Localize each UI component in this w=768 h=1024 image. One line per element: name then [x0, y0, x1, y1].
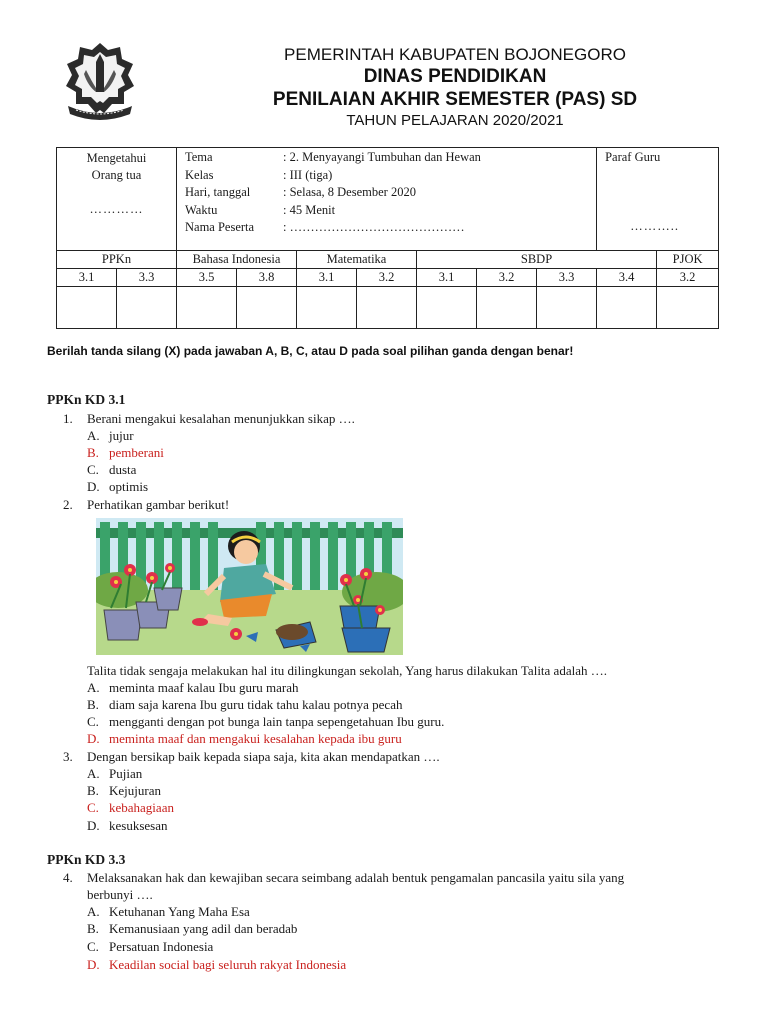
score-row	[57, 286, 719, 328]
score-cell[interactable]	[117, 286, 177, 328]
kd-cell: 3.3	[537, 268, 597, 286]
option-letter: D.	[87, 818, 100, 833]
question-2-case-text: Talita tidak sengaja melakukan hal itu dilingkungan sekolah, Yang harus dilakukan Talita adalah ….	[87, 663, 607, 678]
header-exam-title: PENILAIAN AKHIR SEMESTER (PAS) SD	[272, 89, 638, 110]
header-agency: DINAS PENDIDIKAN	[363, 66, 547, 87]
bojonegoro-seal-icon	[62, 40, 138, 122]
score-cell[interactable]	[57, 286, 117, 328]
instruction-text: Berilah tanda silang (X) pada jawaban A, B, C, atau D pada soal pilihan ganda dengan benar!	[47, 344, 574, 358]
meta-key: Tema	[185, 150, 213, 164]
parent-sign-dots: …………	[89, 202, 144, 216]
kd-cell: 3.5	[177, 268, 237, 286]
kd-cell: 3.4	[597, 268, 657, 286]
option-text: Keadilan social bagi seluruh rakyat Indonesia	[109, 957, 347, 972]
option-letter: A.	[87, 428, 100, 443]
meta-row-kelas	[185, 167, 596, 185]
meta-row-tema	[185, 149, 596, 167]
option-letter: B.	[87, 921, 99, 936]
question-text: Berani mengakui kesalahan menunjukkan sikap ….	[87, 411, 355, 426]
parent-sign-cell	[57, 148, 177, 251]
score-cell[interactable]	[237, 286, 297, 328]
meta-row-date	[185, 184, 596, 202]
meta-row-time	[185, 202, 596, 220]
option-letter: D.	[87, 957, 100, 972]
option-text: Ketuhanan Yang Maha Esa	[109, 904, 250, 919]
option-letter: C.	[87, 939, 99, 954]
question-text: Dengan bersikap baik kepada siapa saja, kita akan mendapatkan ….	[87, 749, 440, 764]
option-text: meminta maaf dan mengakui kesalahan kepada ibu guru	[109, 731, 402, 746]
option-letter: C.	[87, 800, 99, 815]
subject-ppkn: PPKn	[57, 250, 177, 268]
kd-cell: 3.2	[477, 268, 537, 286]
subject-matematika: Matematika	[297, 250, 417, 268]
question-number: 2.	[63, 497, 73, 512]
subject-sbdp: SBDP	[417, 250, 657, 268]
meta-value: : III (tiga)	[283, 167, 333, 182]
question-number: 1.	[63, 411, 73, 426]
subject-pjok: PJOK	[657, 250, 719, 268]
option-text: pemberani	[109, 445, 164, 460]
kd-row	[57, 268, 719, 286]
score-cell[interactable]	[357, 286, 417, 328]
kd-cell: 3.1	[297, 268, 357, 286]
kd-cell: 3.2	[357, 268, 417, 286]
option-text: Kejujuran	[109, 783, 161, 798]
section-title-ppkn-3-1: PPKn KD 3.1	[47, 392, 126, 407]
teacher-sign-cell	[597, 148, 719, 251]
option-text: meminta maaf kalau Ibu guru marah	[109, 680, 299, 695]
meta-key: Kelas	[185, 167, 214, 182]
question-number: 3.	[63, 749, 73, 764]
option-text: dusta	[109, 462, 137, 477]
option-text: kebahagiaan	[109, 800, 174, 815]
meta-value: : 45 Menit	[283, 202, 336, 217]
meta-key: Nama Peserta	[185, 220, 255, 234]
score-cell[interactable]	[417, 286, 477, 328]
subject-bahasa-indonesia: Bahasa Indonesia	[177, 250, 297, 268]
option-text: kesuksesan	[109, 818, 168, 833]
parent-label-1: Mengetahui	[86, 151, 147, 165]
meta-key: Hari, tanggal	[185, 185, 251, 199]
score-cell[interactable]	[477, 286, 537, 328]
option-letter: B.	[87, 783, 99, 798]
kd-cell: 3.3	[117, 268, 177, 286]
teacher-sign-dots: ………..	[630, 219, 679, 233]
meta-key: Waktu	[185, 202, 218, 217]
score-cell[interactable]	[657, 286, 719, 328]
option-letter: A.	[87, 904, 100, 919]
meta-value: : ……………………………………	[283, 220, 465, 234]
option-letter: B.	[87, 697, 99, 712]
subject-row	[57, 250, 719, 268]
option-letter: A.	[87, 766, 100, 781]
option-text: Kemanusiaan yang adil dan beradab	[109, 921, 298, 936]
option-letter: B.	[87, 445, 99, 460]
option-text: mengganti dengan pot bunga lain tanpa sepengetahuan Ibu guru.	[109, 714, 445, 729]
option-letter: C.	[87, 714, 99, 729]
option-text: Pujian	[109, 766, 143, 781]
exam-info-table	[56, 147, 719, 329]
option-letter: C.	[87, 462, 99, 477]
meta-value: : Selasa, 8 Desember 2020	[283, 185, 416, 199]
option-letter: D.	[87, 479, 100, 494]
score-cell[interactable]	[597, 286, 657, 328]
meta-row-name	[185, 219, 596, 237]
section-title-ppkn-3-3: PPKn KD 3.3	[47, 852, 126, 867]
meta-value: : 2. Menyayangi Tumbuhan dan Hewan	[283, 150, 481, 164]
option-text: diam saja karena Ibu guru tidak tahu kalau potnya pecah	[109, 697, 403, 712]
parent-label-2: Orang tua	[91, 168, 142, 182]
option-letter: A.	[87, 680, 100, 695]
girl-broken-flowerpot-illustration	[96, 518, 403, 655]
score-cell[interactable]	[537, 286, 597, 328]
question-text: Perhatikan gambar berikut!	[87, 497, 230, 512]
teacher-sign-label: Paraf Guru	[605, 150, 661, 164]
question-4-text-cont: berbunyi ….	[87, 887, 153, 902]
kd-cell: 3.2	[657, 268, 719, 286]
kd-cell: 3.1	[417, 268, 477, 286]
score-cell[interactable]	[297, 286, 357, 328]
question-number: 4.	[63, 870, 73, 885]
option-letter: D.	[87, 731, 100, 746]
question-text: Melaksanakan hak dan kewajiban secara seimbang adalah bentuk pengamalan pancasila yaitu sila yang	[87, 870, 625, 885]
option-text: jujur	[109, 428, 134, 443]
kd-cell: 3.1	[57, 268, 117, 286]
header-school-year: TAHUN PELAJARAN 2020/2021	[346, 112, 564, 129]
option-text: Persatuan Indonesia	[109, 939, 214, 954]
header-government: PEMERINTAH KABUPATEN BOJONEGORO	[284, 45, 626, 64]
option-text: optimis	[109, 479, 149, 494]
exam-meta-cell	[177, 148, 597, 251]
score-cell[interactable]	[177, 286, 237, 328]
kd-cell: 3.8	[237, 268, 297, 286]
